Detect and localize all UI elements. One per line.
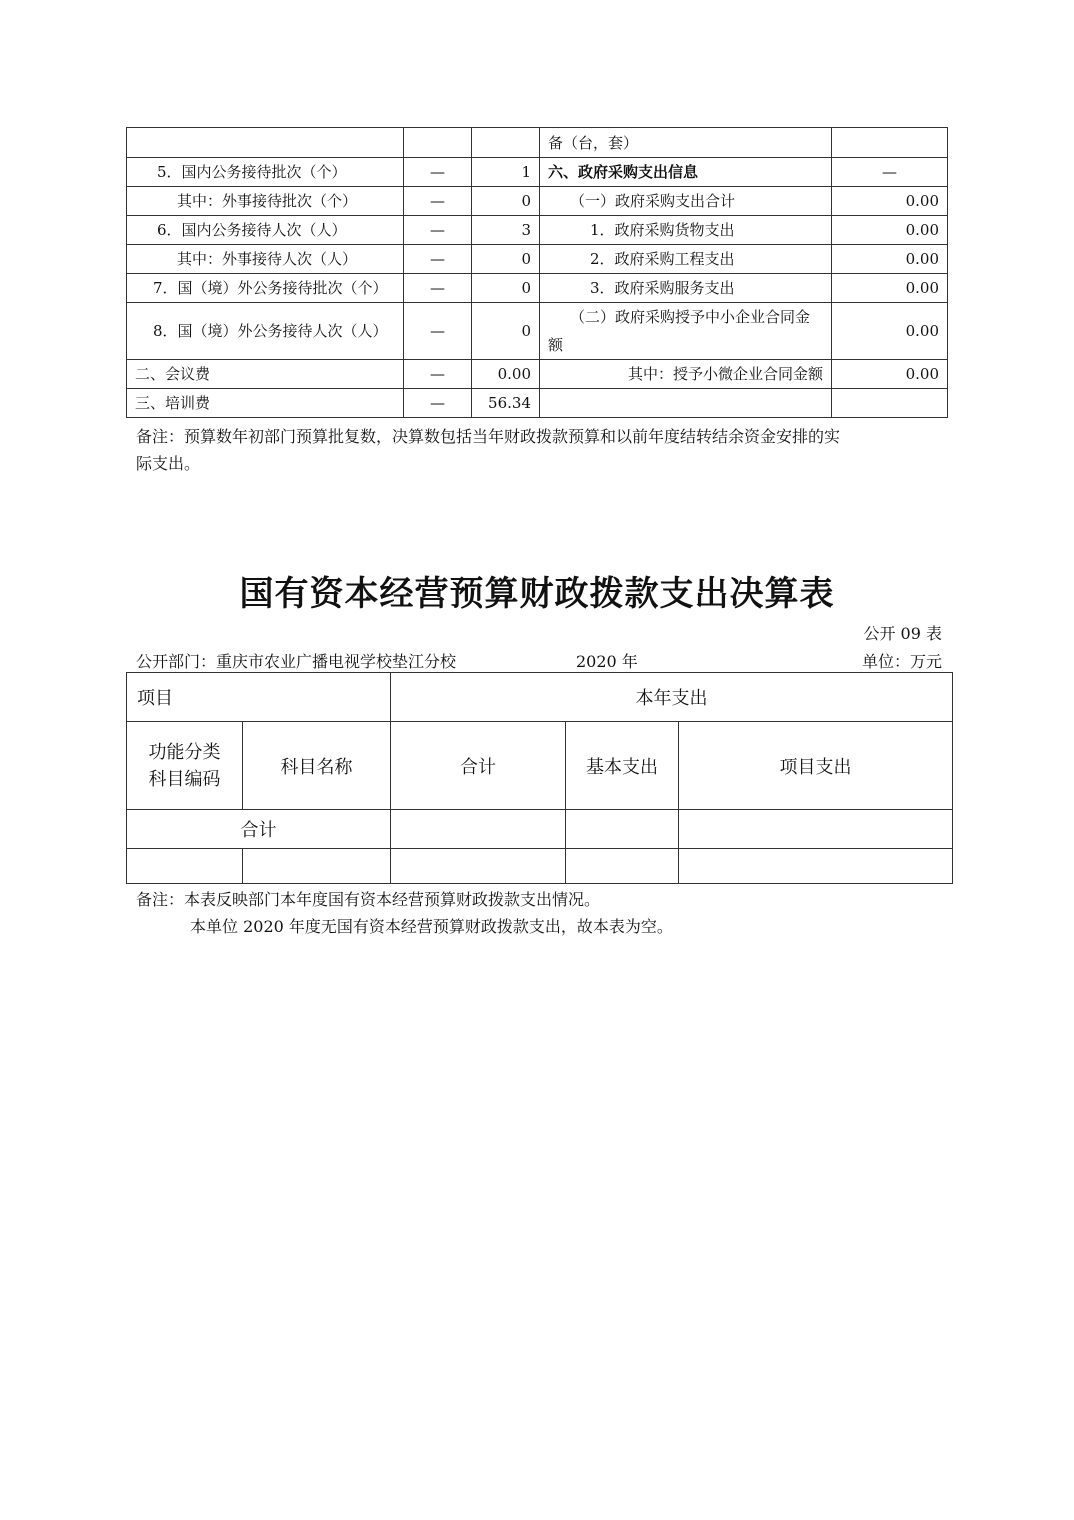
budget-value: —	[404, 216, 472, 245]
right-value: —	[832, 158, 948, 187]
note-line: 本单位 2020 年度无国有资本经营预算财政拨款支出，故本表为空。	[190, 917, 673, 936]
table-row	[127, 360, 948, 389]
row-label: 其中：外事接待人次（人）	[127, 245, 404, 274]
note-line: 备注：本表反映部门本年度国有资本经营预算财政拨款支出情况。	[136, 890, 601, 909]
table-cell	[391, 810, 566, 849]
department-label: 公开部门：重庆市农业广播电视学校垫江分校	[136, 652, 457, 671]
col-basic-header: 基本支出	[566, 722, 679, 810]
total-row-label: 合计	[127, 810, 391, 849]
col-project-header: 项目支出	[679, 722, 953, 810]
header-item: 项目	[127, 673, 391, 722]
col-code-header	[127, 722, 243, 810]
right-value: 0.00	[832, 303, 948, 360]
table-cell	[127, 849, 243, 884]
col-code-line: 功能分类	[148, 741, 221, 763]
row-label: 其中：授予小微企业合同金额	[540, 360, 832, 389]
actual-value: 0	[472, 303, 540, 360]
row-label: （一）政府采购支出合计	[540, 187, 832, 216]
row-label: 5．国内公务接待批次（个）	[127, 158, 404, 187]
table-row	[127, 274, 948, 303]
header-current-year: 本年支出	[391, 673, 953, 722]
table-cell	[832, 128, 948, 158]
table-row	[127, 216, 948, 245]
row-label	[540, 389, 832, 418]
table-cell	[566, 810, 679, 849]
table-cell	[472, 128, 540, 158]
col-total-header: 合计	[391, 722, 566, 810]
table-row	[127, 128, 948, 158]
table-header-row	[127, 673, 953, 722]
year-label: 2020 年	[576, 652, 638, 671]
table-cell	[243, 849, 391, 884]
table2-note	[136, 886, 673, 940]
table-cell	[391, 849, 566, 884]
table-cell	[127, 128, 404, 158]
row-label: 2．政府采购工程支出	[540, 245, 832, 274]
note-line: 备注：预算数年初部门预算批复数，决算数包括当年财政拨款预算和以前年度结转结余资金安排的实	[136, 427, 841, 446]
table-code: 公开 09 表	[863, 624, 942, 643]
row-label: 1．政府采购货物支出	[540, 216, 832, 245]
budget-value: —	[404, 158, 472, 187]
budget-value: —	[404, 389, 472, 418]
budget-value: —	[404, 360, 472, 389]
table-row	[127, 810, 953, 849]
row-label: 6．国内公务接待人次（人）	[127, 216, 404, 245]
actual-value: 1	[472, 158, 540, 187]
table-row	[127, 849, 953, 884]
right-value: 0.00	[832, 187, 948, 216]
table-cell	[404, 128, 472, 158]
table-cell: 备（台，套）	[540, 128, 832, 158]
row-label: 7．国（境）外公务接待批次（个）	[127, 274, 404, 303]
actual-value: 0	[472, 274, 540, 303]
table-row	[127, 303, 948, 360]
state-capital-expenditure-table	[126, 672, 953, 884]
table-row	[127, 389, 948, 418]
table-header-row	[127, 722, 953, 810]
actual-value: 0	[472, 187, 540, 216]
table-cell	[566, 849, 679, 884]
table-row	[127, 187, 948, 216]
table1-note	[136, 423, 840, 477]
row-label: 其中：外事接待批次（个）	[127, 187, 404, 216]
right-value: 0.00	[832, 216, 948, 245]
table-row	[127, 245, 948, 274]
right-value: 0.00	[832, 245, 948, 274]
col-code-line: 科目编码	[148, 768, 221, 790]
actual-value: 3	[472, 216, 540, 245]
right-value	[832, 389, 948, 418]
col-name-header: 科目名称	[243, 722, 391, 810]
row-label: 8．国（境）外公务接待人次（人）	[127, 303, 404, 360]
table-cell	[679, 849, 953, 884]
row-label: 3．政府采购服务支出	[540, 274, 832, 303]
table-row	[127, 158, 948, 187]
expenditure-info-table	[126, 127, 948, 418]
budget-value: —	[404, 187, 472, 216]
row-label: 二、会议费	[127, 360, 404, 389]
actual-value: 56.34	[472, 389, 540, 418]
budget-value: —	[404, 274, 472, 303]
right-value: 0.00	[832, 360, 948, 389]
page-title: 国有资本经营预算财政拨款支出决算表	[239, 574, 835, 614]
unit-label: 单位：万元	[861, 652, 942, 671]
budget-value: —	[404, 245, 472, 274]
right-value: 0.00	[832, 274, 948, 303]
row-label: （二）政府采购授予中小企业合同金额	[540, 303, 832, 360]
table-cell	[679, 810, 953, 849]
section-heading: 六、政府采购支出信息	[540, 158, 832, 187]
row-label: 三、培训费	[127, 389, 404, 418]
note-line: 际支出。	[136, 454, 201, 473]
actual-value: 0	[472, 245, 540, 274]
budget-value: —	[404, 303, 472, 360]
actual-value: 0.00	[472, 360, 540, 389]
